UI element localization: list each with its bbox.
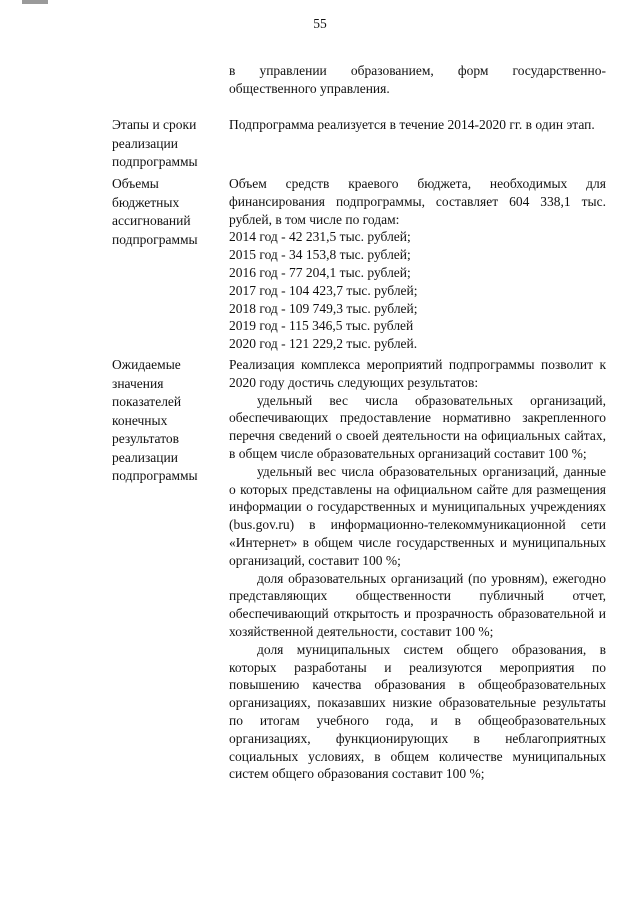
budget-year-2015: 2015 год - 34 153,8 тыс. рублей; [229, 247, 411, 263]
result-item: удельный вес числа образовательных организаций, обеспечивающих предоставление нормативно закрепленного перечня сведений о своей деятельности на официальных сайтах, в общем числе образовательных организаций составит 100 %; [229, 392, 606, 461]
budget-years-list [229, 228, 606, 353]
budget-year-2020: 2020 год - 121 229,2 тыс. рублей. [229, 336, 418, 352]
budget-year-2017: 2017 год - 104 423,7 тыс. рублей; [229, 282, 418, 298]
result-item: доля муниципальных систем общего образования, в которых разработаны и реализуются мероприятия по повышению качества образования в общеобразовательных организациях, показавших низкие образовательные результаты по итогам учебного года, и в общеобразовательных организациях, функционирующих в неблагоприятных социальных условиях, в общем количестве муниципальных систем общего образования составит 100 %; [229, 641, 606, 782]
budget-year-2014: 2014 год - 42 231,5 тыс. рублей; [229, 229, 411, 245]
budget-year-2018: 2018 год - 109 749,3 тыс. рублей; [229, 300, 418, 316]
stages-label: Этапы и сроки реализации подпрограммы [112, 117, 198, 169]
budget-year-2019: 2019 год - 115 346,5 тыс. рублей [229, 318, 414, 334]
results-content [229, 356, 606, 783]
results-label: Ожидаемые значения показателей конечных результатов реализации подпрограммы [112, 357, 198, 483]
stages-content [229, 116, 606, 134]
scan-edge-mark [22, 0, 48, 4]
results-intro: Реализация комплекса мероприятий подпрограммы позволит к 2020 году достичь следующих результатов: [229, 357, 606, 390]
continuation-content [229, 62, 606, 98]
budget-content [229, 175, 606, 353]
budget-year-2016: 2016 год - 77 204,1 тыс. рублей; [229, 264, 411, 280]
page-number: 55 [313, 16, 327, 31]
budget-intro: Объем средств краевого бюджета, необходимых для финансирования подпрограммы, составляет 604 338,1 тыс. рублей, в том числе по годам: [229, 176, 606, 227]
result-item: доля образовательных организаций (по уровням), ежегодно представляющих общественности публичный отчет, обеспечивающий открытость и прозрачность образовательной и хозяйственной деятельности, составит 100 %; [229, 570, 606, 639]
continuation-text: в управлении образованием, форм государственно-общественного управления. [229, 63, 606, 96]
result-item: удельный вес числа образовательных организаций, данные о которых представлены на официальном сайте для размещения информации о государственных и муниципальных учреждениях (bus.gov.ru) в информационно-телекоммуникационной сети «Интернет» в общем числе государственных и муниципальных организаций, составит 100 %; [229, 463, 606, 568]
budget-label: Объемы бюджетных ассигнований подпрограммы [112, 176, 198, 247]
stages-text: Подпрограмма реализуется в течение 2014-2020 гг. в один этап. [229, 117, 595, 132]
